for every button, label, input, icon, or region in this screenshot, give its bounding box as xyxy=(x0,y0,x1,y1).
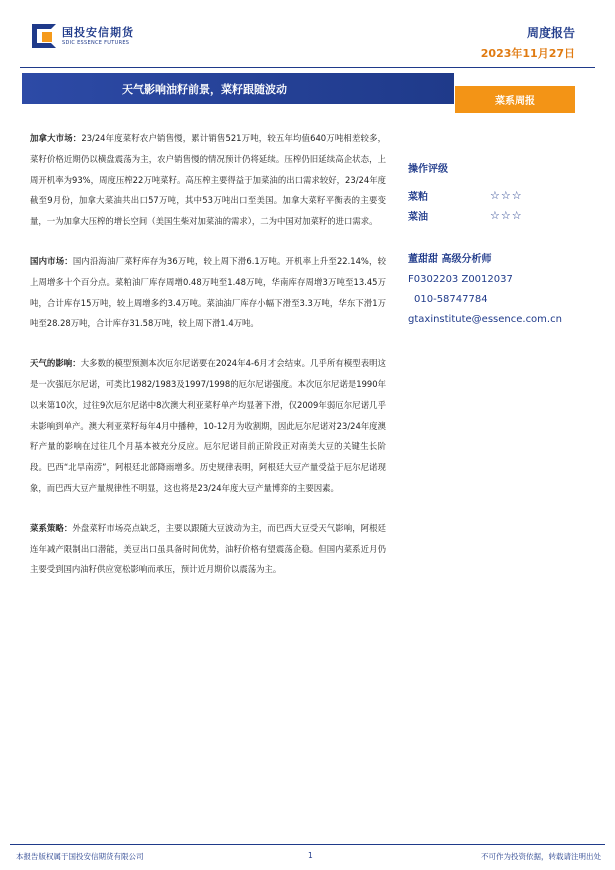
section-text: 外盘菜籽市场亮点缺乏，主要以跟随大豆波动为主，而巴西大豆受天气影响，阿根廷连年减产限制出口潜能，美豆出口虽具备时间优势，油籽价格有望震荡企稳。但国内菜系近月仍主要受到国内油籽供应宽松影响而承压，预计近月期价以震荡为主。 xyxy=(30,522,387,575)
report-type: 周度报告 xyxy=(526,26,575,40)
section-label: 国内市场： xyxy=(30,255,73,266)
page-number: 1 xyxy=(308,851,313,860)
section-text: 大多数的模型预测本次厄尔尼诺要在2024年4-6月才会结束。几乎所有模型表明这是一次强厄尔尼诺，可类比1982/1983及1997/1998的厄尔尼诺强度。本次厄尔尼诺是1990年以来第10次，过往9次厄尔尼诺中8次澳大利亚菜籽单产均显著下滑，仅2009年弱厄尔尼诺几乎未影响到单产。澳大利亚菜籽每年4月中播种，10-12月为收割期，因此厄尔尼诺对23/24年度澳籽产量的影响在过往几个月基本被充分反应。厄尔尼诺目前正阶段正对南美大豆的关键生长阶段。巴西“北旱南涝”，阿根廷北部降雨增多。历史规律表明，阿根廷大豆产量受益于厄尔尼诺现象，而巴西大豆产量规律性不明显，这也将是23/24年度大豆产量博弈的主要因素。 xyxy=(30,358,387,493)
section-text: 23/24年度菜籽农户销售慢，累计销售521万吨，较五年均值640万吨相差较多，菜籽价格近期仍以横盘震荡为主，农户销售慢的情况预计仍将延续。压榨仍旧延续高企状态，上周开机率为93%，周度压榨22万吨菜籽。高压榨主要得益于加菜油的出口需求较好，23/24年度截至9月份，加拿大菜油共出口57万吨，其中53万吨出口至美国。加拿大菜籽平衡表的主要变量，一为加拿大压榨的增长空间（美国生柴对加菜油的需求），二为中国对加菜籽的进口需求。 xyxy=(30,133,387,227)
star-rating-icon: ☆☆☆ xyxy=(490,208,523,222)
series-tag-label: 菜系周报 xyxy=(495,96,535,107)
report-date: 2023年11月27日 xyxy=(480,47,575,60)
section-strategy xyxy=(30,518,386,580)
report-title: 天气影响油籽前景，菜籽跟随波动 xyxy=(122,82,287,96)
rating-name: 菜粕 xyxy=(408,191,428,203)
logo-cn: 国投安信期货 xyxy=(62,25,134,39)
main-content xyxy=(30,128,386,580)
rating-title: 操作评级 xyxy=(408,164,448,175)
analyst-license: F0302203 Z0012037 xyxy=(408,274,513,285)
analyst-name: 董甜甜 高级分析师 xyxy=(408,254,492,265)
sidebar xyxy=(408,163,608,327)
star-rating-icon: ☆☆☆ xyxy=(490,188,523,202)
footer-copyright: 本报告版权属于国投安信期货有限公司 xyxy=(16,852,144,861)
section-label: 天气的影响： xyxy=(30,358,81,369)
section-domestic xyxy=(30,251,386,334)
company-logo xyxy=(32,24,134,48)
logo-en: SDIC ESSENCE FUTURES xyxy=(62,39,130,46)
analyst-phone: 010-58747784 xyxy=(414,294,488,305)
logo-mark-icon xyxy=(32,24,56,48)
section-text: 国内沿海油厂菜籽库存为36万吨，较上周下滑6.1万吨。开机率上升至22.14%，较上周增多十个百分点。菜粕油厂库存周增0.48万吨至1.48万吨，华南库存周增3万吨至13.45万吨，合计库存15万吨，较上周增多约3.4万吨。菜油油厂库存小幅下滑至3.3万吨，华东下滑1万吨至28.28万吨，合计库存31.58万吨，较上周下滑1.4万吨。 xyxy=(30,255,386,329)
rating-row-oil xyxy=(408,205,608,225)
title-banner xyxy=(22,73,454,104)
section-canada xyxy=(30,128,386,232)
rating-name: 菜油 xyxy=(408,211,428,223)
section-label: 菜系策略： xyxy=(30,522,73,533)
footer-disclaimer: 不可作为投资依据，转载请注明出处 xyxy=(481,852,601,861)
section-weather xyxy=(30,353,386,499)
rating-row-meal xyxy=(408,185,608,205)
footer-divider xyxy=(10,844,605,845)
series-tag xyxy=(455,86,575,113)
analyst-email[interactable]: gtaxinstitute@essence.com.cn xyxy=(408,314,562,325)
section-label: 加拿大市场： xyxy=(30,133,82,143)
header-divider xyxy=(20,67,595,68)
